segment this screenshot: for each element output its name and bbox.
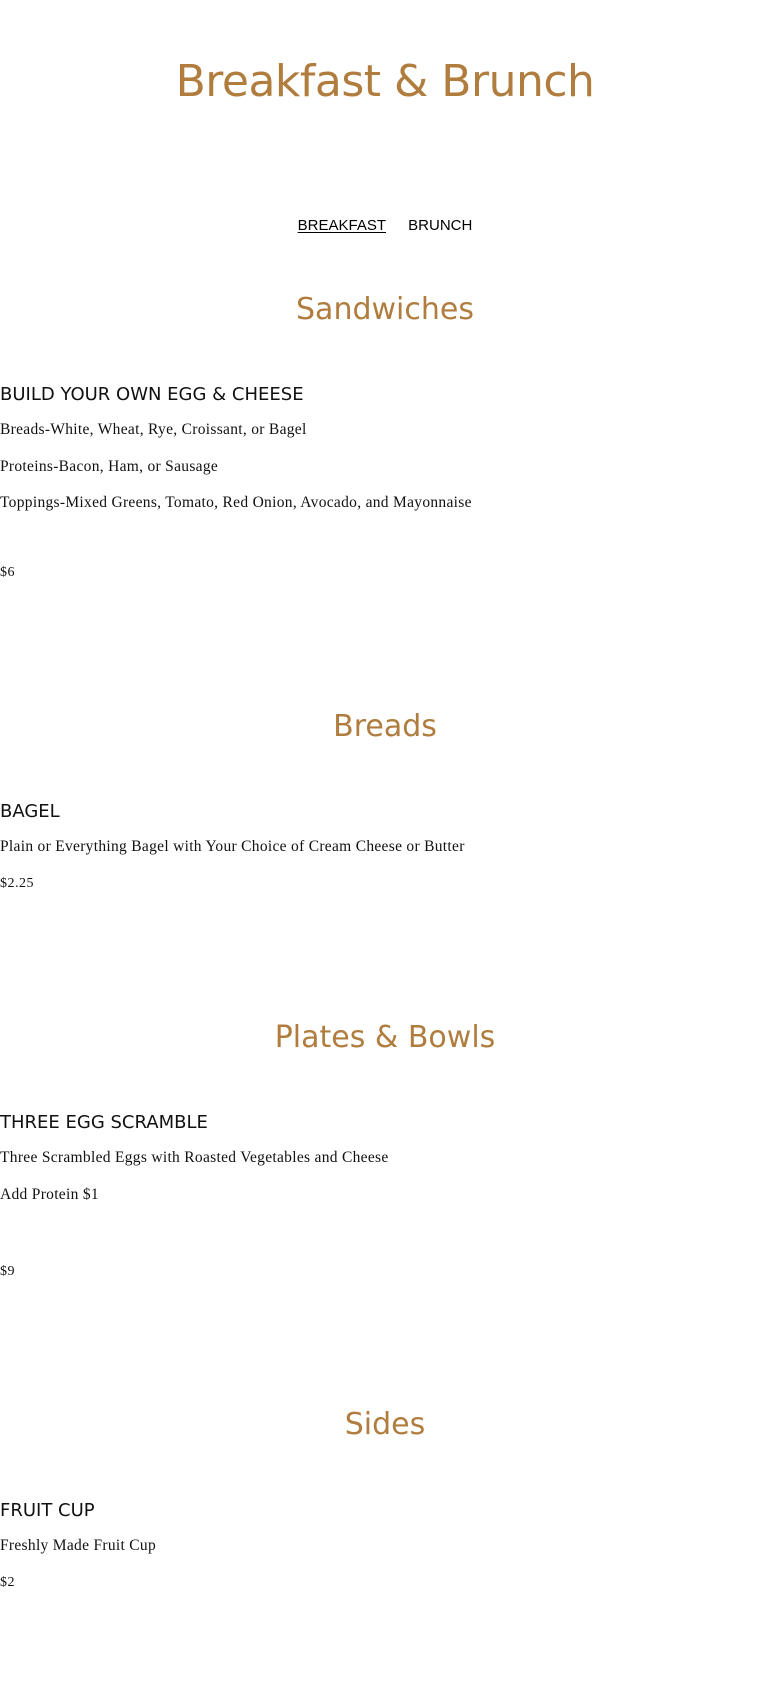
- item-description: Proteins-Bacon, Ham, or Sausage: [0, 458, 219, 475]
- item-description: Add Protein $1: [0, 1186, 99, 1203]
- item-price: $6: [0, 565, 15, 580]
- section-plates-bowls: [0, 1018, 770, 1058]
- tab-brunch[interactable]: BRUNCH: [408, 217, 473, 234]
- item-name: FRUIT CUP: [0, 1500, 95, 1521]
- section-title: Breads: [333, 709, 437, 744]
- section-sandwiches: [0, 290, 770, 330]
- item-description: Three Scrambled Eggs with Roasted Vegetables and Cheese: [0, 1149, 389, 1166]
- item-description: Breads-White, Wheat, Rye, Croissant, or Bagel: [0, 421, 307, 438]
- section-title: Sides: [344, 1407, 426, 1442]
- menu-tabs: [0, 216, 770, 236]
- item-price: $2.25: [0, 876, 34, 891]
- item-description: Plain or Everything Bagel with Your Choice of Cream Cheese or Butter: [0, 838, 465, 855]
- section-sides: [0, 1405, 770, 1445]
- item-price: $2: [0, 1575, 15, 1590]
- section-title: Plates & Bowls: [274, 1020, 496, 1055]
- tab-breakfast[interactable]: BREAKFAST: [297, 217, 386, 234]
- page-title: Breakfast & Brunch: [175, 56, 595, 107]
- item-name: BUILD YOUR OWN EGG & CHEESE: [0, 384, 304, 405]
- section-breads: [0, 707, 770, 747]
- item-price: $9: [0, 1264, 15, 1279]
- item-name: BAGEL: [0, 801, 60, 822]
- item-description: Freshly Made Fruit Cup: [0, 1537, 156, 1554]
- section-title: Sandwiches: [296, 292, 474, 327]
- item-name: THREE EGG SCRAMBLE: [0, 1112, 208, 1133]
- item-description: Toppings-Mixed Greens, Tomato, Red Onion, Avocado, and Mayonnaise: [0, 494, 472, 511]
